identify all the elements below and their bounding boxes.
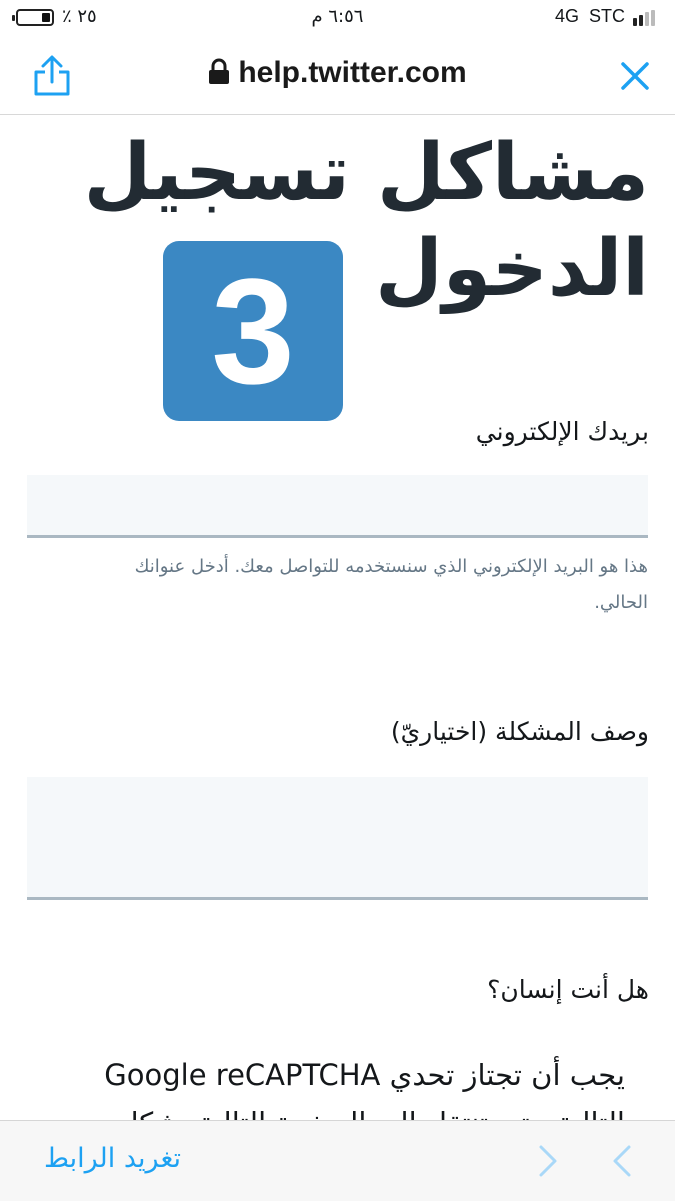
page-content: [0, 115, 675, 1120]
email-help-line1: هذا هو البريد الإلكتروني الذي سنستخدمه للتواصل معك. أدخل عنوانك: [134, 556, 648, 577]
status-bar: [0, 0, 675, 36]
network-type: 4G: [554, 6, 579, 26]
forward-button[interactable]: [530, 1143, 566, 1179]
bottom-toolbar: [0, 1120, 675, 1201]
description-field[interactable]: [27, 777, 648, 900]
url-host-text: help.twitter.com: [238, 56, 467, 89]
keycap-number-emoji: 3: [163, 241, 343, 421]
email-help-text: [27, 549, 648, 621]
carrier-name: STC: [589, 6, 625, 26]
carrier-label: [555, 6, 625, 27]
captcha-line1: يجب أن تجتاز تحدي Google reCAPTCHA: [104, 1058, 625, 1092]
address-bar: [0, 36, 675, 115]
email-field[interactable]: [27, 475, 648, 538]
page-title-line2: الدخول: [375, 224, 649, 314]
human-check-label: هل أنت إنسان؟: [487, 975, 649, 1004]
battery-percent: ٪ ٢٥: [62, 6, 97, 27]
page-title-line1: مشاكل تسجيل: [83, 128, 649, 218]
close-icon: [613, 54, 657, 98]
chevron-left-icon: [604, 1143, 640, 1179]
back-button[interactable]: [604, 1143, 640, 1179]
email-label: بريدك الإلكتروني: [475, 417, 649, 446]
description-label: وصف المشكلة (اختياريّ): [390, 717, 649, 746]
status-time: ٦:٥٦ م: [311, 6, 364, 27]
email-help-line2: الحالي.: [594, 592, 648, 613]
url-host[interactable]: [0, 56, 675, 93]
signal-icon: [633, 10, 661, 26]
chevron-right-icon: [530, 1143, 566, 1179]
close-button[interactable]: [613, 54, 657, 98]
tweet-link-button[interactable]: تغريد الرابط: [44, 1143, 181, 1174]
lock-icon: [208, 59, 230, 93]
